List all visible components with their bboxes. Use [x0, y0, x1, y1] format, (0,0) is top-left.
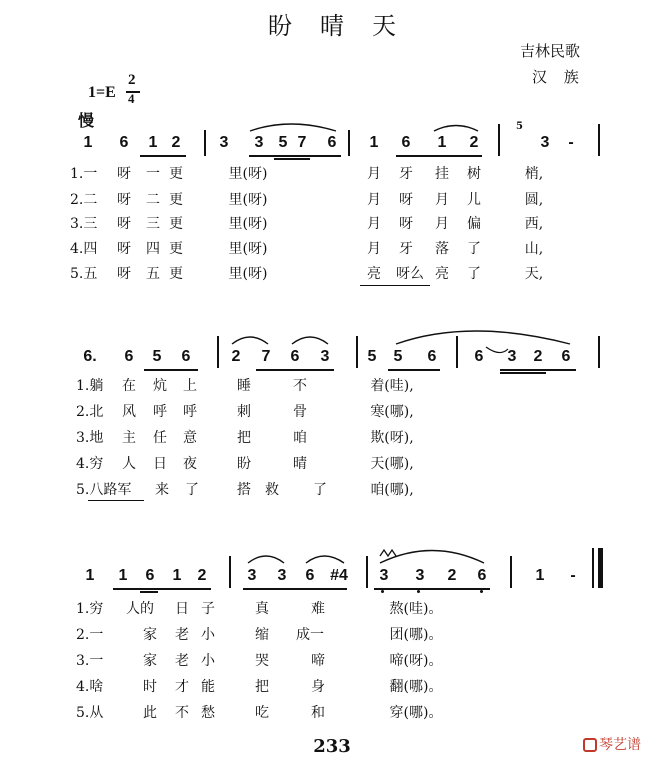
lyric: 一	[146, 166, 160, 182]
note: 1	[148, 134, 158, 151]
note: -	[570, 567, 576, 584]
lyric: 五	[146, 266, 160, 282]
lyric: 愁	[201, 705, 215, 721]
lyric: 把	[237, 430, 251, 446]
note: 1	[172, 567, 182, 584]
beam	[144, 369, 198, 371]
lyric: 里(呀)	[228, 166, 268, 182]
beam	[113, 588, 211, 590]
note: 2	[171, 134, 181, 151]
lyric: 西,	[524, 216, 544, 232]
lyric: 人的	[126, 601, 154, 617]
note: 3	[507, 348, 517, 365]
lyric: 夜	[183, 456, 197, 472]
barline	[598, 124, 600, 156]
lyric: 盼	[237, 456, 251, 472]
note: #4	[330, 567, 348, 584]
lyric: 熬(哇)。	[389, 601, 443, 617]
lyric: 寒(哪),	[370, 404, 414, 420]
lyric: 里(呀)	[228, 216, 268, 232]
lyric: 里(呀)	[228, 241, 268, 257]
note: 1	[83, 134, 93, 151]
note: 6	[474, 348, 484, 365]
lyric: 呀	[117, 241, 131, 257]
note: 6	[181, 348, 191, 365]
lyric: 能	[201, 679, 215, 695]
lyric: 老	[175, 653, 189, 669]
lyric: 小	[201, 627, 215, 643]
ethnicity-label: 汉 族	[532, 68, 585, 86]
barline	[598, 336, 600, 368]
lyric: 月	[435, 216, 449, 232]
lyric-verse	[0, 403, 664, 423]
lyric: 欺(呀),	[370, 430, 414, 446]
line2-notes	[0, 347, 664, 367]
lyric: 风	[122, 404, 136, 420]
lyric: 才	[175, 679, 189, 695]
lyric: 难	[311, 601, 325, 617]
lyric: 树	[467, 166, 481, 182]
lyric: 梢,	[524, 166, 544, 182]
note: 5	[152, 348, 162, 365]
lyric: 更	[169, 216, 183, 232]
note: 3	[379, 567, 389, 584]
lyric: 咱	[293, 430, 307, 446]
time-signature-bottom: 4	[128, 91, 135, 106]
lower-octave-dot	[381, 590, 384, 593]
final-barline-thin	[592, 548, 594, 588]
lyric: 1.穷	[76, 601, 104, 617]
beam	[256, 369, 334, 371]
time-signature-top: 2	[128, 72, 136, 88]
lyric: 里(呀)	[228, 192, 268, 208]
lyric-underline	[360, 285, 430, 286]
note: 1	[437, 134, 447, 151]
lyric-verse	[0, 600, 664, 620]
lyric-verse	[0, 481, 664, 501]
lyric: 睡	[237, 378, 251, 394]
page-number: 233	[313, 736, 351, 757]
lyric: 吃	[255, 705, 269, 721]
lyric: 牙	[399, 241, 413, 257]
lyric: 主	[122, 430, 136, 446]
lyric: 来	[155, 482, 169, 498]
lyric: 呀	[399, 192, 413, 208]
lyric: 四	[146, 241, 160, 257]
lyric: 1.一	[70, 166, 98, 182]
note: 3	[219, 134, 229, 151]
lyric: 哭	[255, 653, 269, 669]
beam	[500, 369, 576, 371]
note: 6	[145, 567, 155, 584]
lyric-verse	[0, 265, 664, 285]
lyric-verse	[0, 652, 664, 672]
lyric: 月	[367, 166, 381, 182]
lyric: 月	[435, 192, 449, 208]
lyric: 2.北	[76, 404, 104, 420]
lyric: 5.八路军	[76, 482, 132, 498]
lyric: 2.二	[70, 192, 98, 208]
lyric: 家	[143, 627, 157, 643]
note: 3	[254, 134, 264, 151]
lyric: 翻(哪)。	[389, 679, 443, 695]
lyric: 亮	[435, 266, 449, 282]
lyric-verse	[0, 215, 664, 235]
lyric: 家	[143, 653, 157, 669]
lyric: 天(哪),	[370, 456, 414, 472]
lyric: 月	[367, 216, 381, 232]
lyric: 更	[169, 241, 183, 257]
slur	[434, 126, 478, 132]
lyric: 穿(哪)。	[389, 705, 443, 721]
lyric: 呀么	[396, 266, 424, 282]
lyric-verse	[0, 429, 664, 449]
lyric: 了	[313, 482, 327, 498]
lyric: 缩	[255, 627, 269, 643]
note: 6	[119, 134, 129, 151]
barline	[510, 556, 512, 588]
lyric: 山,	[524, 241, 544, 257]
slur	[250, 124, 336, 131]
lyric: 更	[169, 266, 183, 282]
lyric: 二	[146, 192, 160, 208]
beam	[500, 372, 546, 374]
note: 2	[469, 134, 479, 151]
lyric: 三	[146, 216, 160, 232]
lyric: 意	[183, 430, 197, 446]
lyric: 咱(哪),	[370, 482, 414, 498]
lyric-verse	[0, 455, 664, 475]
lyric-verse	[0, 626, 664, 646]
lyric: 不	[293, 378, 307, 394]
lyric: 此	[143, 705, 157, 721]
lyric: 3.三	[70, 216, 98, 232]
beam	[140, 591, 158, 593]
barline	[229, 556, 231, 588]
barline	[498, 124, 500, 156]
lyric: 炕	[153, 378, 167, 394]
lyric: 身	[311, 679, 325, 695]
note: 2	[447, 567, 457, 584]
note: 5	[367, 348, 377, 365]
line3-notes	[0, 566, 664, 586]
note: 3	[247, 567, 257, 584]
lyric: 啼(呀)。	[389, 653, 443, 669]
lyric: 搭	[237, 482, 251, 498]
lyric: 偏	[467, 216, 481, 232]
lyric: 骨	[293, 404, 307, 420]
lyric: 日	[153, 456, 167, 472]
barline	[348, 130, 350, 156]
lyric: 把	[255, 679, 269, 695]
lyric: 3.一	[76, 653, 104, 669]
logo-icon	[583, 738, 597, 752]
slur	[232, 337, 268, 344]
note: 2	[533, 348, 543, 365]
note: 6	[477, 567, 487, 584]
lower-octave-dot	[417, 590, 420, 593]
lyric: 晴	[293, 456, 307, 472]
note: 2	[231, 348, 241, 365]
note: 5	[278, 134, 288, 151]
barline	[204, 130, 206, 156]
lyric: 月	[367, 241, 381, 257]
lyric: 呀	[117, 216, 131, 232]
lyric: 在	[122, 378, 136, 394]
note: 6	[290, 348, 300, 365]
key-signature: 1=E	[88, 84, 116, 101]
lyric: 5.从	[76, 705, 104, 721]
slur	[380, 551, 484, 564]
lyric-verse	[0, 165, 664, 185]
lyric: 3.地	[76, 430, 104, 446]
source-label: 吉林民歌	[520, 42, 581, 60]
lyric: 2.一	[76, 627, 104, 643]
lyric: 更	[169, 192, 183, 208]
lyric: 人	[122, 456, 136, 472]
watermark-text: 琴艺谱	[599, 737, 641, 753]
beam	[374, 588, 490, 590]
note: 6	[305, 567, 315, 584]
beam	[396, 155, 482, 157]
lyric-verse	[0, 191, 664, 211]
lyric: 呀	[117, 266, 131, 282]
lyric: 4.啥	[76, 679, 104, 695]
lyric: 圆,	[524, 192, 544, 208]
song-title: 盼晴天	[268, 12, 424, 40]
barline	[356, 336, 358, 368]
lyric: 4.穷	[76, 456, 104, 472]
slur	[396, 331, 570, 344]
lyric: 着(哇),	[370, 378, 414, 394]
lyric: 小	[201, 653, 215, 669]
watermark-logo	[583, 734, 641, 754]
lower-octave-dot	[480, 590, 483, 593]
line1-notes	[0, 133, 664, 153]
lyric: 子	[201, 601, 215, 617]
beam	[388, 369, 440, 371]
lyric: 月	[367, 192, 381, 208]
lyric: 亮	[367, 266, 381, 282]
barline	[217, 336, 219, 368]
lyric: 老	[175, 627, 189, 643]
lyric: 呼	[153, 404, 167, 420]
lyric: 刺	[237, 404, 251, 420]
note: 6	[401, 134, 411, 151]
lyric: 里(呀)	[228, 266, 268, 282]
trill-mark	[380, 550, 396, 556]
lyric: 更	[169, 166, 183, 182]
lyric-underline	[88, 500, 144, 501]
note: 2	[197, 567, 207, 584]
note: 1	[118, 567, 128, 584]
lyric: 挂	[435, 166, 449, 182]
lyric: 儿	[467, 192, 481, 208]
lyric: 了	[467, 241, 481, 257]
lyric: 任	[153, 430, 167, 446]
tempo-marking: 慢	[78, 113, 95, 130]
note: 1	[369, 134, 379, 151]
lyric: 日	[175, 601, 189, 617]
note: 6.	[83, 348, 97, 365]
lyric: 呀	[399, 216, 413, 232]
lyric: 和	[311, 705, 325, 721]
final-barline-thick	[598, 548, 603, 588]
note: 3	[540, 134, 550, 151]
slur	[248, 556, 284, 563]
note: 6	[327, 134, 337, 151]
slur	[292, 337, 328, 344]
grace-note: 5	[516, 121, 523, 132]
note: 7	[261, 348, 271, 365]
lyric: 呼	[183, 404, 197, 420]
note: 1	[85, 567, 95, 584]
slur	[306, 556, 344, 563]
lyric: 了	[185, 482, 199, 498]
beam	[274, 158, 310, 160]
barline	[456, 336, 458, 368]
note: 5	[393, 348, 403, 365]
lyric: 呀	[117, 166, 131, 182]
lyric: 落	[435, 241, 449, 257]
note: 3	[277, 567, 287, 584]
lyric-verse	[0, 704, 664, 724]
lyric-verse	[0, 678, 664, 698]
lyric: 上	[183, 378, 197, 394]
lyric: 4.四	[70, 241, 98, 257]
note: -	[568, 134, 574, 151]
lyric: 牙	[399, 166, 413, 182]
beam	[243, 588, 347, 590]
lyric: 时	[143, 679, 157, 695]
lyric: 真	[255, 601, 269, 617]
lyric: 救	[265, 482, 279, 498]
note: 3	[320, 348, 330, 365]
lyric: 啼	[311, 653, 325, 669]
note: 6	[124, 348, 134, 365]
note: 3	[415, 567, 425, 584]
lyric: 成一	[296, 627, 324, 643]
lyric: 团(哪)。	[389, 627, 443, 643]
note: 1	[535, 567, 545, 584]
lyric: 不	[175, 705, 189, 721]
lyric-verse	[0, 240, 664, 260]
note: 6	[427, 348, 437, 365]
lyric: 呀	[117, 192, 131, 208]
lyric: 5.五	[70, 266, 98, 282]
lyric: 了	[467, 266, 481, 282]
barline	[366, 556, 368, 588]
beam	[249, 155, 341, 157]
beam	[140, 155, 186, 157]
note: 7	[297, 134, 307, 151]
note: 6	[561, 348, 571, 365]
lyric: 1.躺	[76, 378, 104, 394]
lyric-verse	[0, 377, 664, 397]
lyric: 天,	[524, 266, 544, 282]
